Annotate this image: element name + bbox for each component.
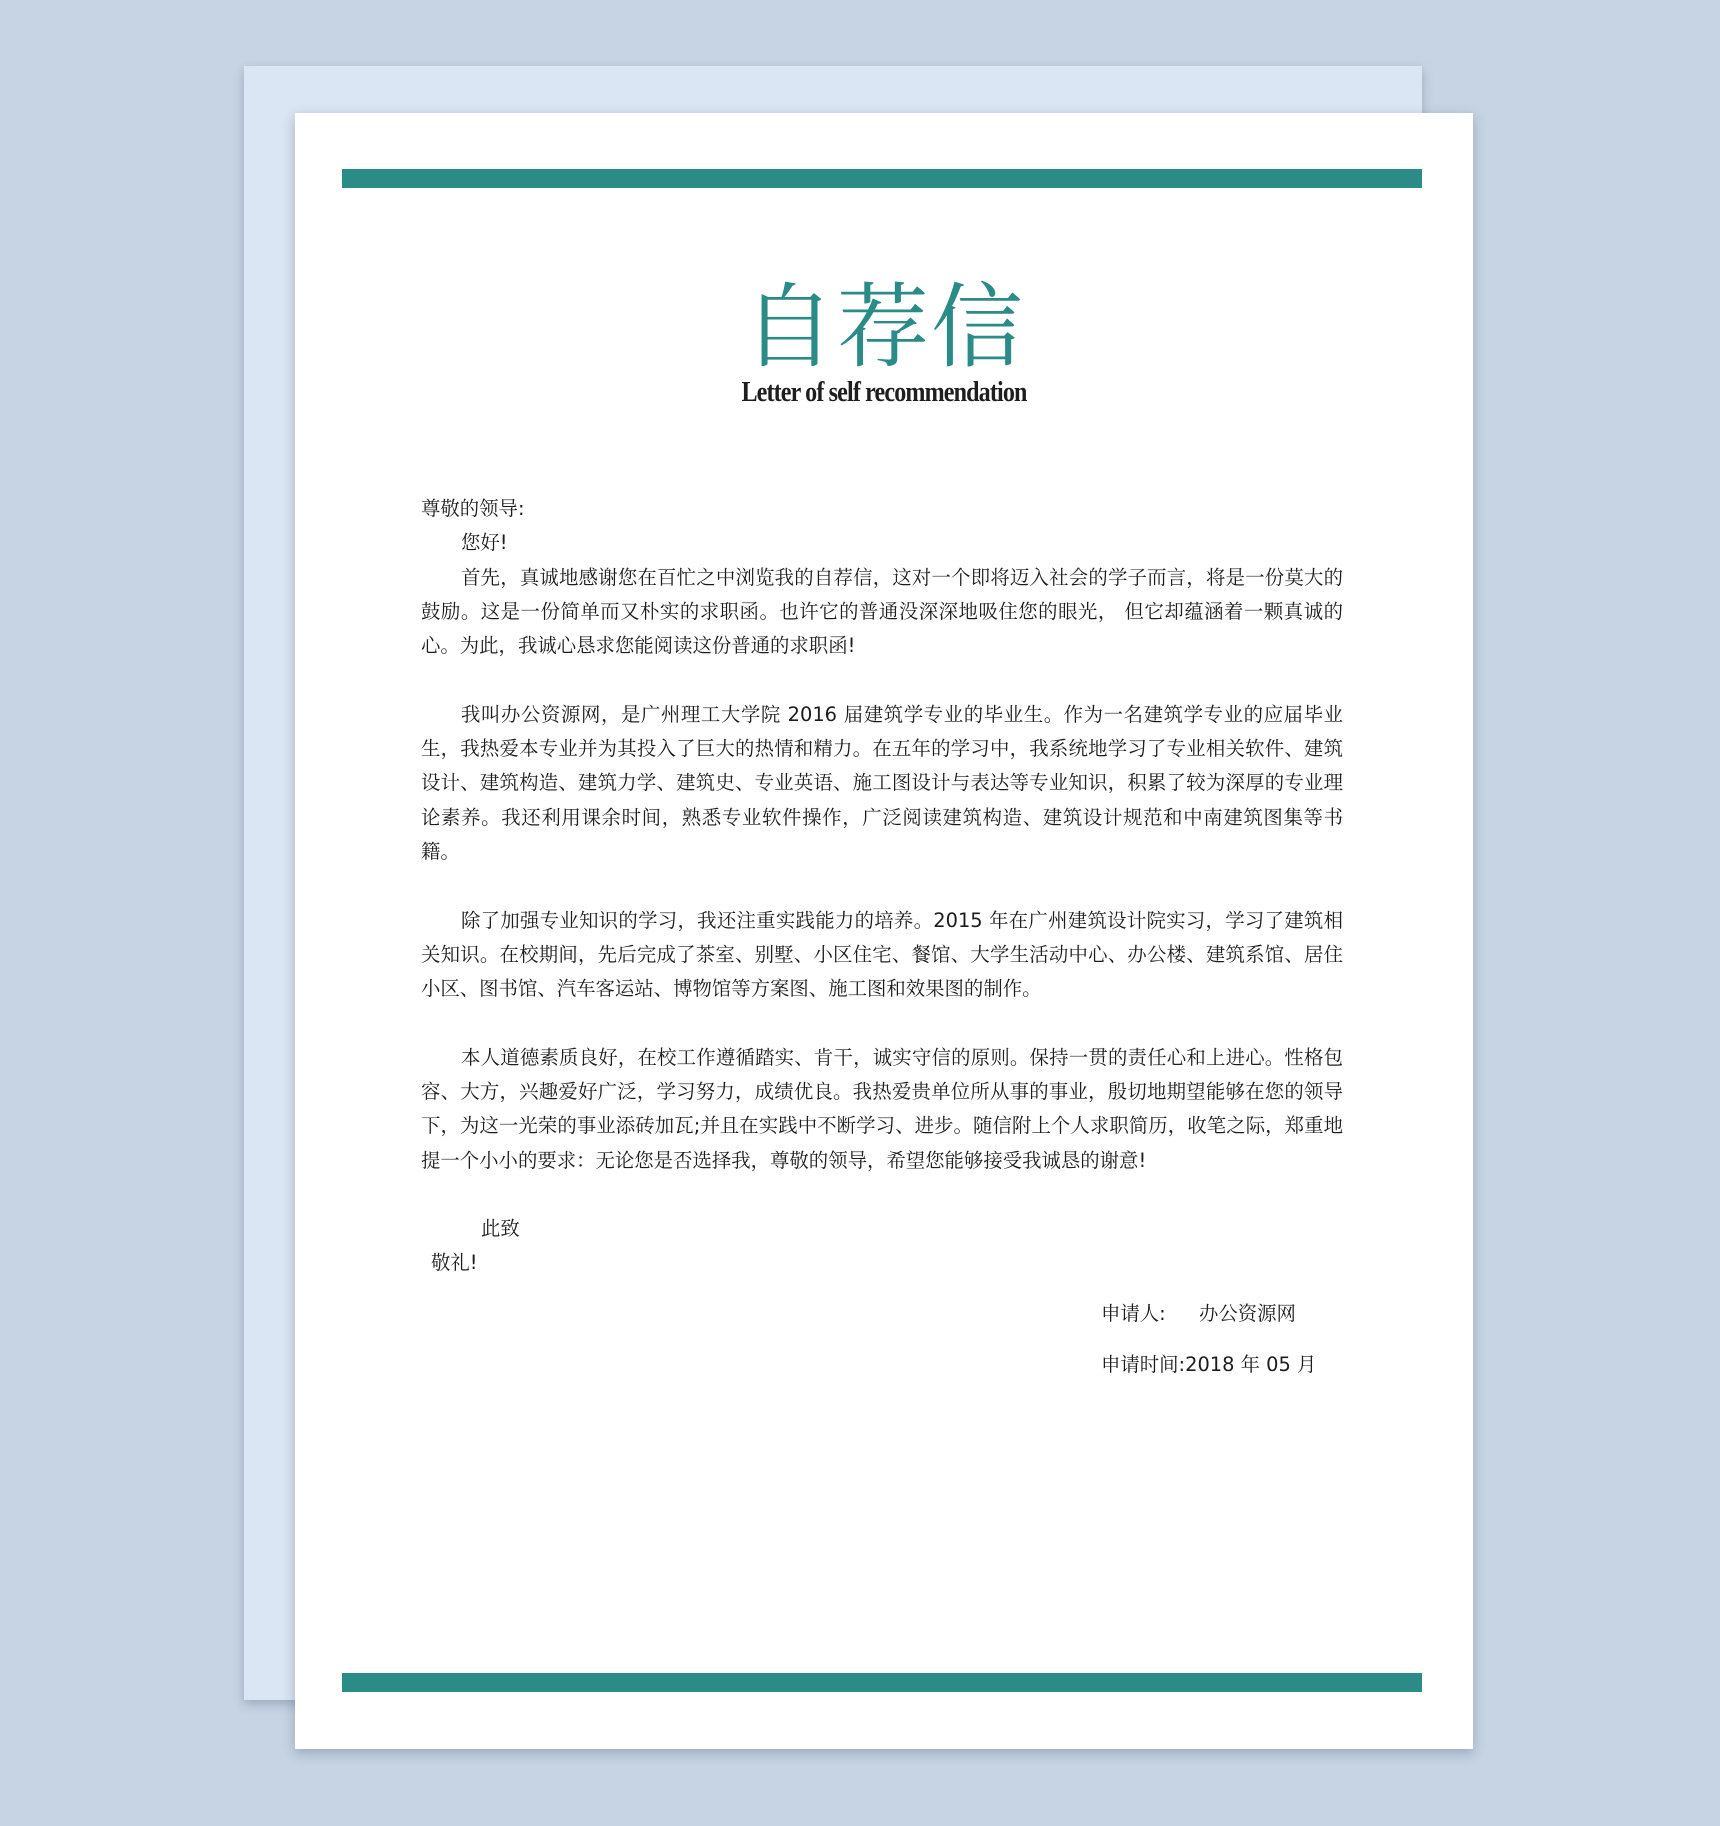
- date-value: 2018 年 05 月: [1185, 1353, 1317, 1376]
- closing-line-2: 敬礼!: [431, 1251, 478, 1275]
- date-label: 申请时间:: [1101, 1353, 1186, 1376]
- date-line: [1101, 1348, 1316, 1382]
- paragraph-3: 除了加强专业知识的学习，我还注重实践能力的培养。2015 年在广州建筑设计院实习，学习了建筑相关知识。在校期间，先后完成了茶室、别墅、小区住宅、餐馆、大学生活动中心、办公楼、建筑系馆、居住小区、图书馆、汽车客运站、博物馆等方案图、施工图和效果图的制作。: [421, 908, 1343, 1001]
- greeting: 尊敬的领导:: [421, 497, 525, 520]
- bottom-accent-bar: [342, 1673, 1422, 1692]
- paragraph-4: 本人道德素质良好，在校工作遵循踏实、肯干，诚实守信的原则。保持一贯的责任心和上进心。性格包容、大方，兴趣爱好广泛，学习努力，成绩优良。我热爱贵单位所从事的事业，殷切地期望能够在您的领导下，为这一光荣的事业添砖加瓦;并且在实践中不断学习、进步。随信附上个人求职简历，收笔之际，郑重地提一个小小的要求：无论您是否选择我，尊敬的领导，希望您能够接受我诚恳的谢意!: [421, 1045, 1343, 1172]
- closing-line-1: 此致: [481, 1216, 520, 1240]
- hello-line: 您好!: [461, 531, 508, 555]
- paragraph-2: 我叫办公资源网，是广州理工大学院 2016 届建筑学专业的毕业生。作为一名建筑学专业的应届毕业生，我热爱本专业并为其投入了巨大的热情和精力。在五年的学习中，我系统地学习了专业相关软件、建筑设计、建筑构造、建筑力学、建筑史、专业英语、施工图设计与表达等专业知识，积累了较为深厚的专业理论素养。我还利用课余时间，熟悉专业软件操作，广泛阅读建筑构造、建筑设计规范和中南建筑图集等书籍。: [421, 702, 1343, 863]
- top-accent-bar: [342, 169, 1422, 188]
- applicant-line: [1101, 1297, 1296, 1331]
- title-english: Letter of self recommendation: [741, 377, 1027, 408]
- letter-body: [421, 492, 1343, 1281]
- applicant-name: 办公资源网: [1199, 1302, 1296, 1325]
- title-chinese: 自荐信: [742, 274, 1025, 381]
- letter-page: [295, 113, 1473, 1749]
- applicant-label: 申请人:: [1101, 1302, 1166, 1325]
- paragraph-1: 首先，真诚地感谢您在百忙之中浏览我的自荐信，这对一个即将迈入社会的学子而言，将是一份莫大的鼓励。这是一份简单而又朴实的求职函。也许它的普通没深深地吸住您的眼光， 但它却蕴涵着一颗真诚的心。为此，我诚心恳求您能阅读这份普通的求职函!: [421, 565, 1343, 658]
